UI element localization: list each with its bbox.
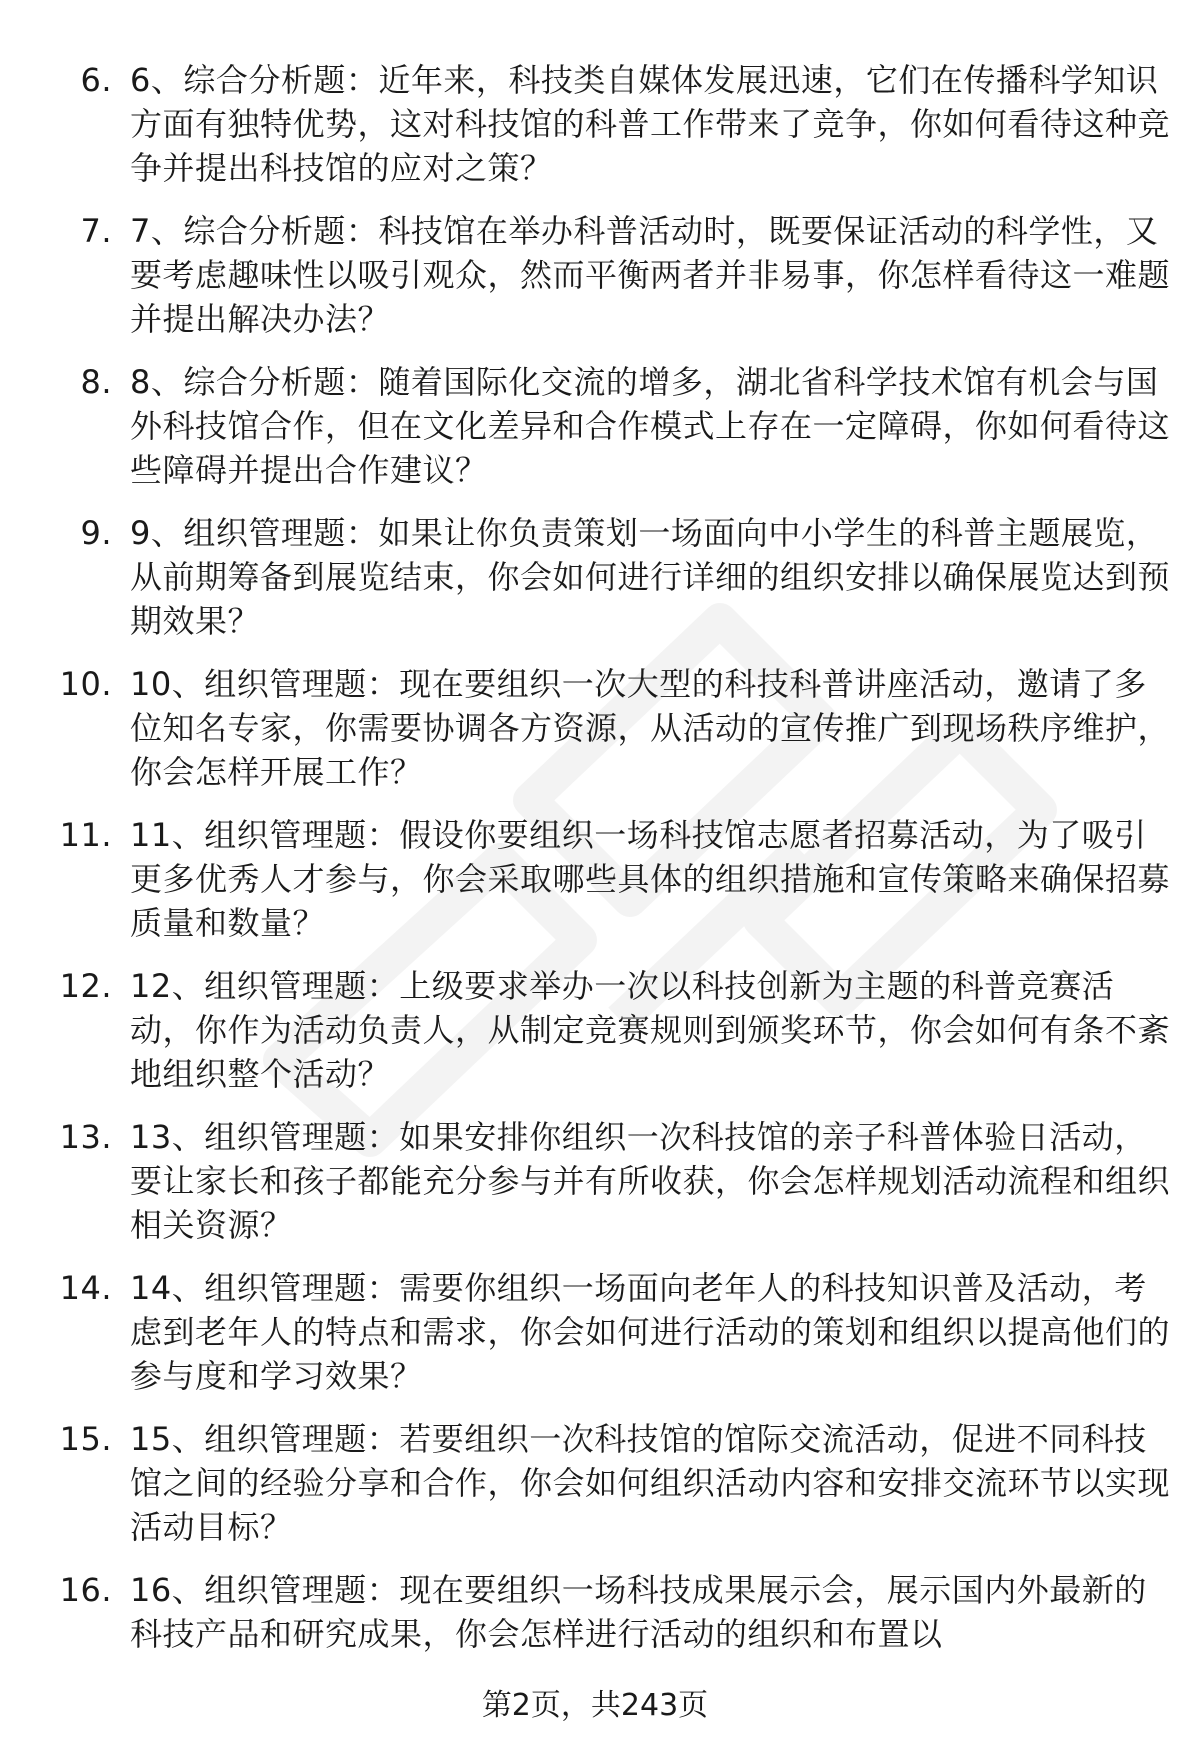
- question-number: 15.: [59, 1420, 112, 1458]
- question-text: 8、综合分析题：随着国际化交流的增多，湖北省科学技术馆有机会与国外科技馆合作，但在文化差异和合作模式上存在一定障碍，你如何看待这些障碍并提出合作建议？: [130, 363, 1171, 489]
- question-text: 16、组织管理题：现在要组织一场科技成果展示会，展示国内外最新的科技产品和研究成果，你会怎样进行活动的组织和布置以: [130, 1571, 1147, 1653]
- question-text: 9、组织管理题：如果让你负责策划一场面向中小学生的科普主题展览，从前期筹备到展览结束，你会如何进行详细的组织安排以确保展览达到预期效果？: [130, 514, 1171, 640]
- question-number: 6.: [80, 61, 112, 99]
- question-text: 14、组织管理题：需要你组织一场面向老年人的科技知识普及活动，考虑到老年人的特点和需求，你会如何进行活动的策划和组织以提高他们的参与度和学习效果？: [130, 1269, 1171, 1395]
- page-footer: 第2页，共243页: [481, 1688, 709, 1723]
- question-number: 8.: [80, 363, 112, 401]
- question-number: 14.: [59, 1269, 112, 1307]
- list-item: [0, 662, 1190, 794]
- question-text: 12、组织管理题：上级要求举办一次以科技创新为主题的科普竞赛活动，你作为活动负责人，从制定竞赛规则到颁奖环节，你会如何有条不紊地组织整个活动？: [130, 967, 1171, 1093]
- list-item: [0, 1115, 1190, 1247]
- question-text: 6、综合分析题：近年来，科技类自媒体发展迅速，它们在传播科学知识方面有独特优势，这对科技馆的科普工作带来了竞争，你如何看待这种竞争并提出科技馆的应对之策？: [130, 61, 1171, 187]
- list-item: [0, 813, 1190, 945]
- list-item: [0, 1266, 1190, 1398]
- question-number: 9.: [80, 514, 112, 552]
- list-item: [0, 1417, 1190, 1549]
- question-text: 15、组织管理题：若要组织一次科技馆的馆际交流活动，促进不同科技馆之间的经验分享和合作，你会如何组织活动内容和安排交流环节以实现活动目标？: [130, 1420, 1171, 1546]
- list-item: [0, 58, 1190, 190]
- question-text: 10、组织管理题：现在要组织一次大型的科技科普讲座活动，邀请了多位知名专家，你需要协调各方资源，从活动的宣传推广到现场秩序维护，你会怎样开展工作？: [130, 665, 1171, 791]
- question-number: 13.: [59, 1118, 112, 1156]
- question-list: [0, 58, 1190, 1675]
- question-text: 11、组织管理题：假设你要组织一场科技馆志愿者招募活动，为了吸引更多优秀人才参与，你会采取哪些具体的组织措施和宣传策略来确保招募质量和数量？: [130, 816, 1171, 942]
- question-text: 7、综合分析题：科技馆在举办科普活动时，既要保证活动的科学性，又要考虑趣味性以吸引观众，然而平衡两者并非易事，你怎样看待这一难题并提出解决办法？: [130, 212, 1171, 338]
- question-number: 10.: [59, 665, 112, 703]
- question-text: 13、组织管理题：如果安排你组织一次科技馆的亲子科普体验日活动，要让家长和孩子都能充分参与并有所收获，你会怎样规划活动流程和组织相关资源？: [130, 1118, 1171, 1244]
- question-number: 16.: [59, 1571, 112, 1609]
- list-item: [0, 360, 1190, 492]
- list-item: [0, 964, 1190, 1096]
- question-number: 12.: [59, 967, 112, 1005]
- question-number: 7.: [80, 212, 112, 250]
- list-item: [0, 511, 1190, 643]
- list-item: [0, 1568, 1190, 1656]
- question-number: 11.: [59, 816, 112, 854]
- list-item: [0, 209, 1190, 341]
